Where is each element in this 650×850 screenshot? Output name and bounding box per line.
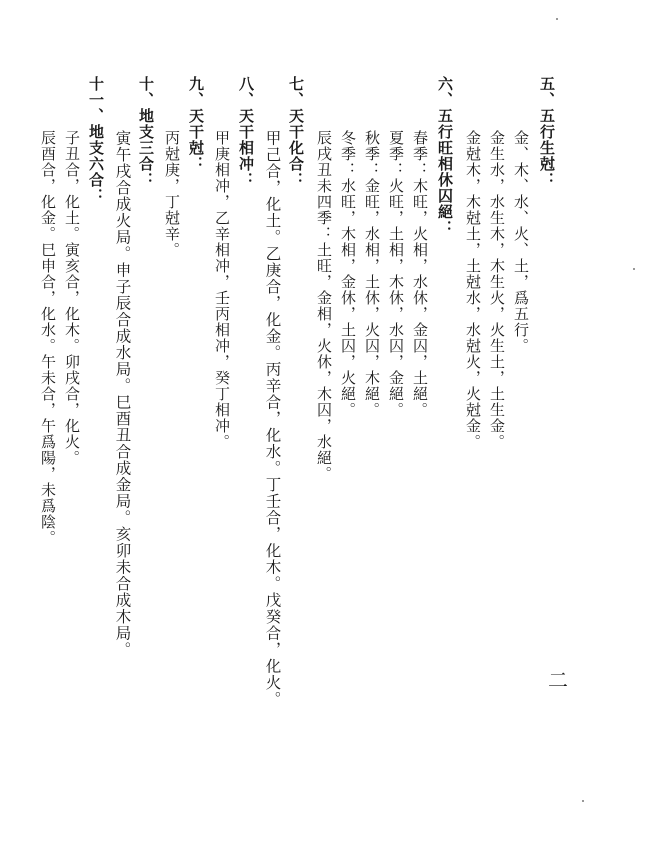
section-7-line-1: 甲己合，化土。乙庚合，化金。丙辛合，化水。丁壬合，化木。戊癸合，化火。 [263,130,282,708]
page-number: 二 [548,668,568,692]
section-9-line-1: 丙尅庚，丁尅辛。 [163,130,181,258]
section-5-heading: 五、五行生尅： [538,76,556,188]
scan-speck [582,800,584,802]
section-7-heading: 七、天干化合： [287,76,305,188]
section-11-line-1: 子丑合，化土。寅亥合，化木。卯戌合，化火。 [63,130,81,466]
section-8-heading: 八、天干相冲： [237,76,255,188]
section-6-line-1: 春季：木旺，火相，水休，金囚，土絕。 [411,130,429,418]
section-5-line-1: 金、木、水、火、土，爲五行。 [512,130,530,354]
scan-speck [556,18,558,20]
section-10-heading: 十、地支三合： [137,76,155,188]
section-5-line-2: 金生水，水生木，木生火，火生土，土生金。 [488,130,506,450]
section-8-line-1: 甲庚相冲，乙辛相冲，壬丙相冲，癸丁相冲。 [213,130,231,450]
section-6-heading: 六、五行旺相休囚絕： [436,76,454,236]
section-6-line-5: 辰戌丑未四季：土旺，金相，火休，木囚，水絕。 [315,130,333,482]
section-11-line-2: 辰酉合，化金。巳申合，化水。午未合，午爲陽，未爲陰。 [39,130,57,546]
section-9-heading: 九、天干尅： [187,76,205,172]
section-11-heading: 十一、地支六合： [87,76,105,204]
section-6-line-2: 夏季：火旺，土相，木休，水囚，金絕。 [387,130,405,418]
section-6-line-4: 冬季：水旺，木相，金休，土囚，火絕。 [339,130,357,418]
section-10-line-1: 寅午戌合成火局。申子辰合成水局。巳酉丑合成金局。亥卯未合成木局。 [113,130,132,658]
scan-speck [633,268,635,270]
section-5-line-3: 金尅木，木尅土，土尅水，水尅火，火尅金。 [464,130,482,450]
section-6-line-3: 秋季：金旺，水相，土休，火囚，木絕。 [363,130,381,418]
